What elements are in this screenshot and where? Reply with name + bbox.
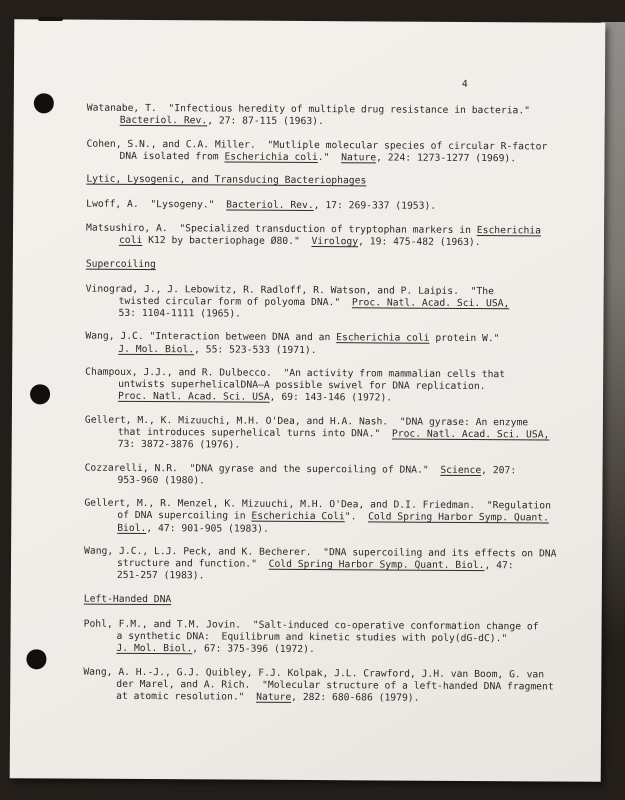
bibliography-section: [83, 594, 589, 706]
text-segment: Vinograd, J., J. Lebowitz, R. Radloff, R. Watson, and P. Laipis. "The: [85, 283, 494, 297]
citation-entry: [86, 223, 591, 250]
section-heading-text: Lytic, Lysogenic, and Transducing Bacteriophages: [86, 174, 367, 187]
text-segment: DNA isolated from: [119, 150, 225, 163]
underlined-text: Escherichia Coli: [251, 511, 345, 523]
underlined-text: Escherichia coli: [336, 332, 430, 345]
text-segment: of DNA supercoiling in: [117, 510, 252, 523]
hole-punch-top: [34, 93, 54, 113]
citation-entry: [86, 138, 591, 165]
page-number: 4: [461, 78, 468, 90]
citation-line: [85, 343, 590, 358]
text-segment: structure and function.": [116, 558, 269, 570]
underlined-text: J. Mol. Biol.: [116, 642, 193, 655]
text-segment: Pohl, F.M., and T.M. Jovin. "Salt-induced co-operative conformation change of: [83, 618, 539, 633]
text-segment: ".: [344, 511, 369, 523]
text-segment: that introduces superhelical turns into DNA.": [117, 426, 392, 440]
text-segment: K12 by bacteriophage Ø80.": [142, 235, 312, 248]
citation-entry: [85, 283, 590, 322]
section-heading: [84, 594, 589, 609]
underlined-text: Virology: [311, 236, 359, 248]
underlined-text: Cold Spring Harbor Symp. Quant.: [368, 511, 549, 524]
underlined-text: Escherichia: [476, 224, 542, 237]
text-segment: 53: 1104-1111 (1965).: [118, 307, 242, 320]
text-segment: , 282: 680-686 (1979).: [291, 691, 420, 704]
citation-line: [85, 391, 590, 406]
section-heading-text: Supercoiling: [85, 258, 156, 270]
citation-line: [86, 150, 591, 165]
citation-entry: [87, 103, 592, 130]
text-segment: 251-257 (1983).: [116, 570, 205, 582]
text-segment: Lwoff, A. "Lysogeny.": [86, 199, 227, 211]
bibliography-section: [84, 258, 591, 585]
text-segment: , 47:: [484, 560, 514, 572]
text-segment: 73: 3872-3876 (1976).: [117, 438, 241, 451]
text-segment: , 69: 143-146 (1972).: [269, 392, 393, 404]
text-segment: protein W.": [429, 333, 500, 345]
text-segment: untwists superhelicalDNA—A possible swivel for DNA replication.: [118, 379, 486, 393]
text-segment: Champoux, J.J., and R. Dulbecco. "An activity from mammalian cells that: [85, 366, 506, 381]
text-segment: Gellert, M., R. Menzel, K. Mizuuchi, M.H. O'Dea, and D.I. Friedman. "Regulation: [84, 497, 551, 512]
citation-entry: [84, 462, 589, 489]
underlined-text: Bacteriol. Rev.: [119, 114, 208, 127]
text-segment: a synthetic DNA: Equilibrum and kinetic studies with poly(dG-dC).": [116, 630, 508, 645]
text-segment: Wang, J.C. "Interaction between DNA and an: [85, 331, 337, 344]
text-segment: twisted circular form of polyoma DNA.": [118, 295, 352, 308]
bibliography-section: [86, 103, 591, 166]
text-segment: .": [317, 151, 342, 163]
paper-sheet: [10, 19, 606, 782]
underlined-text: Nature: [256, 691, 292, 703]
section-heading: [86, 258, 591, 273]
text-segment: , 67: 375-396 (1972).: [192, 643, 315, 656]
underlined-text: Proc. Natl. Acad. Sci. USA,: [391, 428, 550, 441]
underlined-text: Science: [440, 464, 482, 476]
hole-punch-bottom: [26, 649, 46, 669]
text-segment: , 47: 901-905 (1983).: [146, 522, 269, 535]
text-segment: , 224: 1273-1277 (1969).: [376, 152, 517, 165]
citation-line: [83, 643, 588, 658]
citation-entry: [83, 666, 588, 705]
text-segment: Watanabe, T. "Infectious heredity of multiple drug resistance in bacteria.": [86, 102, 531, 117]
text-segment: , 19: 475-482 (1963).: [358, 236, 481, 249]
underlined-text: Nature: [341, 151, 377, 164]
text-segment: 953-960 (1980).: [117, 474, 206, 487]
text-segment: Gellert, M., K. Mizuuchi, M.H. O'Dea, and H.A. Nash. "DNA gyrase: An enzyme: [84, 414, 529, 429]
underlined-text: Biol.: [117, 522, 147, 534]
underlined-text: Proc. Natl. Acad. Sci. USA: [117, 391, 270, 404]
text-segment: Cohen, S.N., and C.A. Miller. "Mutliple molecular species of circular R-factor: [86, 138, 548, 153]
text-segment: at atomic resolution.": [116, 690, 257, 703]
text-segment: , 17: 269-337 (1953).: [313, 200, 437, 213]
text-segment: , 27: 87-115 (1963).: [207, 115, 324, 128]
citation-entry: [84, 498, 589, 537]
text-segment: , 207:: [481, 464, 517, 476]
citation-entry: [86, 199, 591, 214]
underlined-text: Escherichia coli: [224, 151, 318, 163]
citation-entry: [84, 546, 589, 585]
underlined-text: coli: [118, 234, 143, 247]
underlined-text: Bacteriol. Rev.: [226, 199, 314, 212]
bibliography-section: [86, 174, 591, 250]
underlined-text: J. Mol. Biol.: [118, 343, 195, 355]
citation-entry: [85, 367, 590, 406]
citation-entry: [85, 331, 590, 358]
citation-entry: [83, 619, 588, 658]
text-segment: Cozzarelli, N.R. "DNA gyrase and the supercoiling of DNA.": [84, 462, 441, 476]
hole-punch-middle: [30, 384, 50, 404]
citation-entry: [85, 415, 590, 454]
underlined-text: Proc. Natl. Acad. Sci. USA,: [351, 296, 510, 309]
section-heading-text: Left-Handed DNA: [83, 593, 172, 606]
text-segment: Wang, A. H.-J., G.J. Quibley, F.J. Kolpak, J.L. Crawford, J.H. van Boom, G. van: [83, 666, 545, 681]
text-segment: Matsushiro, A. "Specialized transduction of tryptophan markers in: [86, 222, 477, 236]
scan-artifact-mark: [38, 17, 63, 21]
underlined-text: Cold Spring Harbor Symp. Quant. Biol.: [268, 558, 485, 572]
section-heading: [86, 174, 591, 189]
text-segment: , 55: 523-533 (1971).: [194, 343, 317, 356]
citation-line: [86, 199, 591, 214]
citation-line: [85, 307, 590, 322]
text-segment: der Marel, and A. Rich. "Molecular structure of a left-handed DNA fragment: [116, 678, 554, 693]
text-segment: Wang, J.C., L.J. Peck, and K. Becherer. "DNA supercoiling and its effects on DNA: [84, 545, 557, 560]
bibliography-content: [83, 103, 592, 718]
